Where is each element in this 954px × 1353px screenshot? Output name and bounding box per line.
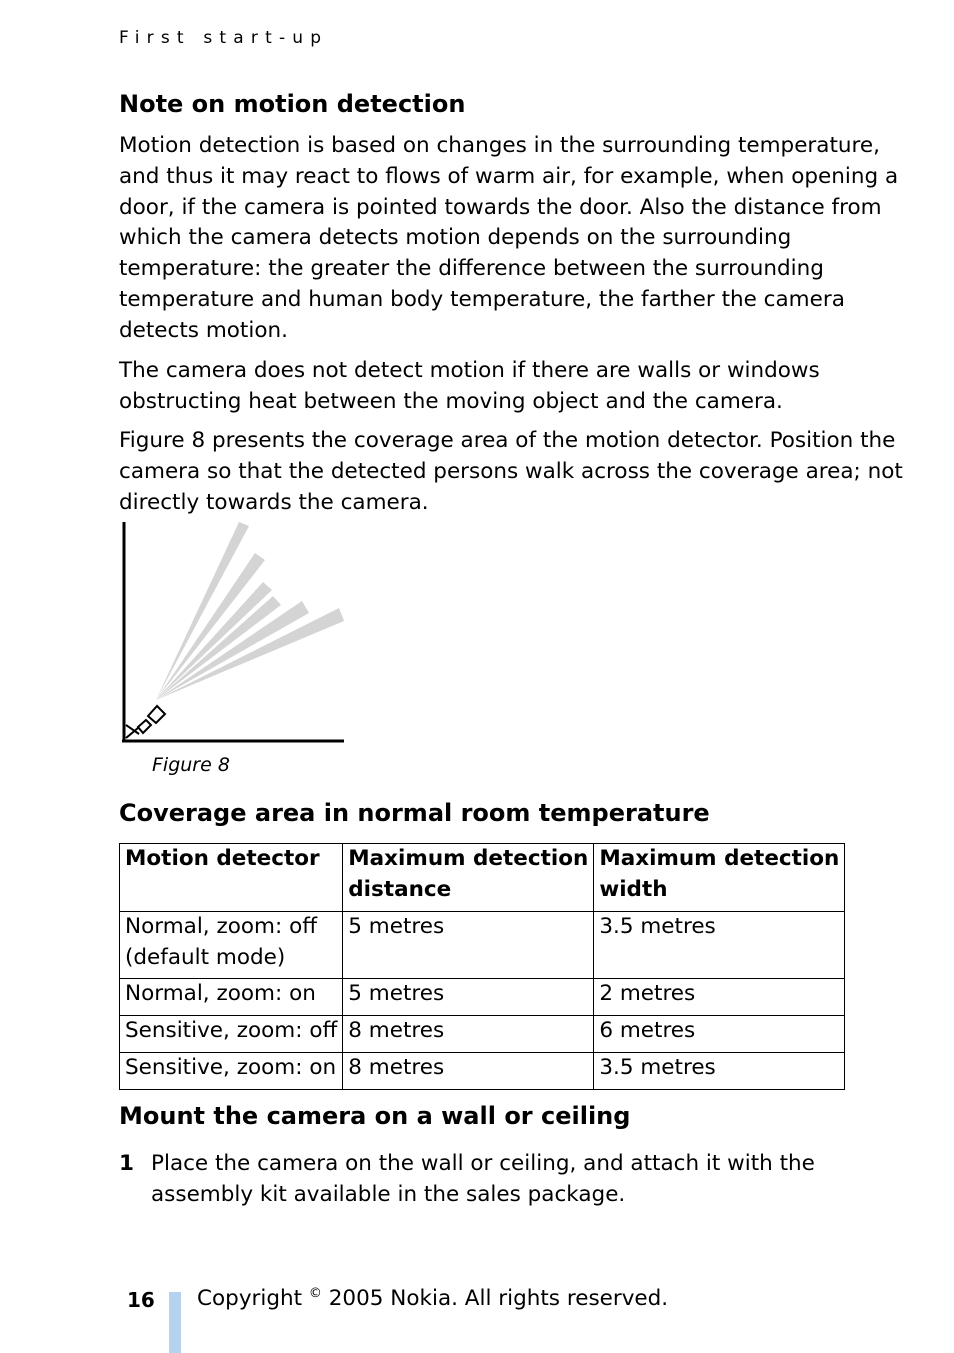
running-head: First start-up [119, 28, 329, 48]
paragraph-motion-3 [119, 426, 903, 518]
camera-icon [126, 706, 165, 738]
table-cell: Normal, zoom: off (default mode) [120, 912, 343, 979]
section-title-mount: Mount the camera on a wall or ceiling [119, 1102, 631, 1130]
text-line: obstructing heat between the moving object and the camera. [119, 388, 783, 414]
table-cell: Normal, zoom: on [120, 979, 343, 1016]
copyright-symbol: © [308, 1286, 322, 1301]
section-title-coverage: Coverage area in normal room temperature [119, 799, 710, 827]
coverage-beams [156, 522, 344, 700]
page-marker-bar [169, 1292, 181, 1353]
column-header: Motion detector [120, 844, 343, 912]
text-line: Place the camera on the wall or ceiling, and attach it with the [151, 1151, 815, 1176]
table-cell: 6 metres [594, 1016, 845, 1053]
text-line: detects motion. [119, 317, 288, 343]
text-line: and thus it may react to flows of warm air, for example, when opening a [119, 163, 899, 189]
text-line: which the camera detects motion depends on the surrounding [119, 225, 792, 251]
table-cell: Sensitive, zoom: on [120, 1053, 343, 1090]
coverage-table [119, 843, 845, 1090]
camera-coverage-diagram [118, 520, 350, 746]
step-number: 1 [119, 1151, 134, 1176]
paragraph-motion-1 [119, 131, 899, 347]
table-cell: 2 metres [594, 979, 845, 1016]
copyright-notice [197, 1286, 668, 1311]
text-line: Figure 8 presents the coverage area of the motion detector. Position the [119, 428, 896, 453]
column-header: Maximum detection width [594, 844, 845, 912]
column-header: Maximum detection distance [343, 844, 594, 912]
step-text [151, 1149, 831, 1211]
table-cell: 3.5 metres [594, 1053, 845, 1090]
table-row [120, 1053, 845, 1090]
text-line: door, if the camera is pointed towards the door. Also the distance from [119, 194, 882, 220]
table-cell: 5 metres [343, 979, 594, 1016]
paragraph-motion-2 [119, 356, 829, 418]
table-cell: 3.5 metres [594, 912, 845, 979]
text-line: temperature and human body temperature, the farther the camera [119, 286, 845, 312]
text-line: camera so that the detected persons walk across the coverage area; not [119, 458, 903, 484]
table-row [120, 979, 845, 1016]
table-cell: 8 metres [343, 1053, 594, 1090]
copyright-suffix: 2005 Nokia. All rights reserved. [328, 1286, 669, 1311]
table-cell: Sensitive, zoom: off [120, 1016, 343, 1053]
page-number: 16 [127, 1288, 155, 1312]
table-row [120, 1016, 845, 1053]
text-line: directly towards the camera. [119, 489, 429, 515]
section-title-motion: Note on motion detection [119, 90, 466, 118]
copyright-prefix: Copyright [197, 1286, 303, 1311]
text-line: assembly kit available in the sales package. [151, 1181, 626, 1207]
table-header-row [120, 844, 845, 912]
text-line: temperature: the greater the difference between the surrounding [119, 256, 824, 282]
figure-caption: Figure 8 [152, 754, 230, 776]
table-cell: 8 metres [343, 1016, 594, 1053]
text-line: The camera does not detect motion if there are walls or windows [119, 358, 820, 383]
table-row [120, 912, 845, 979]
text-line: Motion detection is based on changes in the surrounding temperature, [119, 133, 880, 158]
table-cell: 5 metres [343, 912, 594, 979]
